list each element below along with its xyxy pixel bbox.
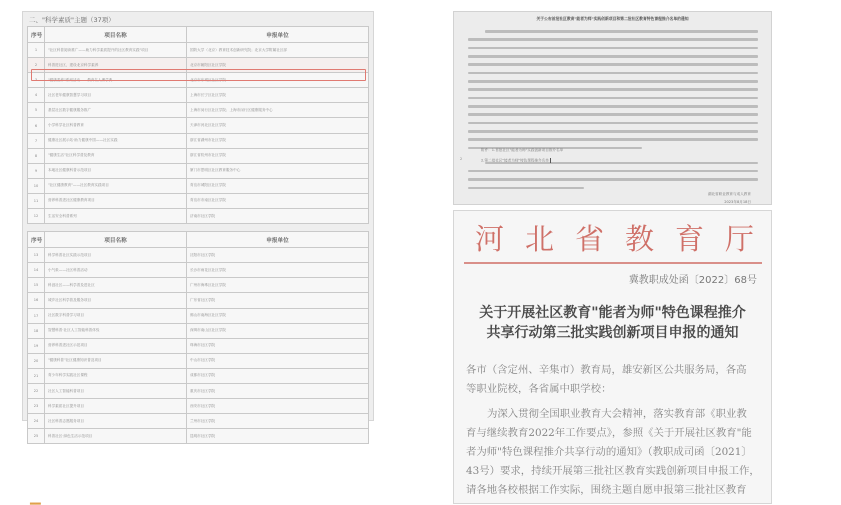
row-number: 22 [28,383,45,398]
row-number: 7 [28,133,45,148]
applicant-unit: 上海市长宁区社区学院 [187,88,369,103]
applicant-unit: 沈阳市社区学院 [187,248,369,263]
table-row [28,148,369,163]
table-row [28,414,369,429]
column-header-no: 序号 [28,27,45,43]
row-number: 6 [28,118,45,133]
table-header-row [28,232,369,248]
applicant-unit: 上海市闵行区社区学院；上海市闵行区健康服务中心 [187,103,369,118]
row-number: 21 [28,368,45,383]
project-name: 社区老年健康智慧学习项目 [45,88,187,103]
partial-heading-fragment: ▂▂ [30,497,41,505]
table-row [28,338,369,353]
table-row [28,399,369,414]
column-header-no: 序号 [28,232,45,248]
body-line: 等职业院校，各省属中职学校： [466,383,612,395]
illegible-text-line [468,122,758,128]
row-number: 4 [28,88,45,103]
table-row [28,308,369,323]
line-number: 2 [460,157,463,161]
applicant-unit: 浙江省湖州市社区学院 [187,133,369,148]
project-name: 本地社区健康科普示范项目 [45,163,187,178]
table-row [28,209,369,224]
project-name: 生活安全科普系列 [45,209,187,224]
official-document [453,210,776,504]
table-row [28,248,369,263]
applicant-unit: 青岛市城阳区社区学院 [187,178,369,193]
project-name: 科普社区·绿色生活示范项目 [45,429,187,444]
applicant-unit: 北京市朝阳区社区学院 [187,58,369,73]
project-table-continued [27,231,369,444]
applicant-unit: 昆明市社区学院 [187,429,369,444]
row-number: 15 [28,278,45,293]
table-row [28,429,369,444]
row-number: 19 [28,338,45,353]
applicant-unit: 西安市社区学院 [187,399,369,414]
applicant-unit: 广州市海珠区社区学院 [187,278,369,293]
body-line: 43号）要求，持续开展第三批社区教育实践创新项目申报工作， [466,465,760,477]
row-number: 10 [28,178,45,193]
applicant-unit: 青岛市市南区社区学院 [187,193,369,208]
row-number: 12 [28,209,45,224]
body-line: 请各地各校根据工作实际，围绕主题自愿申报第三批社区教育 [466,484,747,496]
table-row [28,293,369,308]
row-number: 2 [28,58,45,73]
illegible-text-line [468,130,758,136]
table-row [28,118,369,133]
applicant-unit: 厦门市思明区社区教育服务中心 [187,163,369,178]
project-name: 城乡社区科学普及服务项目 [45,293,187,308]
document-number: 冀教职成处函〔2022〕68号 [628,275,757,286]
applicant-unit: 天津市河北区社区学院 [187,118,369,133]
project-name: 科创社区——科学普及进社区 [45,278,187,293]
project-name: 科普进社区，建设北京科学素养 [45,58,187,73]
project-name: 营养科普进社区示范项目 [45,338,187,353]
table-row [28,368,369,383]
section-title: 二、"科学素质"主题（37项） [29,16,115,24]
attachment-2-text: 2.第二批社区"能者为师"特色课程推介名单 [481,158,549,163]
table-row [28,88,369,103]
project-name: 智慧科普·社区人工智能科普体验 [45,323,187,338]
applicant-unit: 北京市东城区社区学院 [187,73,369,88]
project-name: "健康素养"系列活动——教育名人博学典 [45,73,187,88]
signer: 湖北省职业教育与成人教育 [707,192,751,196]
project-name: 健康社区展示站·助力健康中国——社区实践 [45,133,187,148]
illegible-text-line [468,105,758,111]
column-header-unit: 申报单位 [187,232,369,248]
body-line: 为深入贯彻全国职业教育大会精神，落实教育部《职业教 [487,408,747,420]
illegible-text-line [468,55,758,61]
applicant-unit: 兰州市社区学院 [187,414,369,429]
project-name: 青少年科学实践社区课程 [45,368,187,383]
row-number: 25 [28,429,45,444]
notice-body [468,28,758,193]
attachment-2 [481,158,551,164]
table-header-row [28,27,369,43]
project-name: 基层社区数字健康服务推广 [45,103,187,118]
applicant-unit: 佛山市南海区社区学院 [187,308,369,323]
body-line: 者为师"特色课程推介共享行动的通知》（教职成司函〔2021〕 [466,446,752,458]
notice-title: 关于公布首批社区教育"能者为师"实践创新项目和第二批社区教育特色课程推介名单的通知 [536,16,689,21]
project-name: 社区数字科普学习项目 [45,308,187,323]
column-header-name: 项目名称 [45,232,187,248]
highlight-box [31,69,366,81]
applicant-unit: 浙江省杭州市社区学院 [187,148,369,163]
applicant-unit: 济南市社区学院 [187,209,369,224]
notice-document [453,11,772,205]
text-cursor [550,158,551,163]
column-header-name: 项目名称 [45,27,187,43]
table-row [28,278,369,293]
project-table-panel [22,11,374,439]
project-name: 科学素质社区提升项目 [45,399,187,414]
table-row [28,193,369,208]
illegible-text-line [468,38,758,44]
sign-date: 2023年8月18日 [724,200,751,204]
illegible-text-line [468,170,758,176]
applicant-unit: 深圳市南山区社区学院 [187,323,369,338]
illegible-text-line [468,97,758,103]
illegible-text-line [468,80,758,86]
table-row [28,163,369,178]
applicant-unit: 成都市社区学院 [187,368,369,383]
illegible-text-line [468,113,758,119]
table-row [28,263,369,278]
row-number: 9 [28,163,45,178]
table-row [28,178,369,193]
table-row [28,133,369,148]
table-row [28,103,369,118]
applicant-unit: 重庆市社区学院 [187,383,369,398]
document-header: 河北省教育厅 [475,222,776,256]
project-name: 小学科学社区科普教育 [45,118,187,133]
illegible-text-line [468,72,758,78]
project-name: 社区人工智能科普项目 [45,383,187,398]
project-name: "健康科普"社区健康知识普及项目 [45,353,187,368]
illegible-text-line [468,178,758,184]
project-name: "社区科普阅读推广——助力科学素质提升的社区教育实践"项目 [45,43,187,58]
row-number: 17 [28,308,45,323]
row-number: 14 [28,263,45,278]
row-number: 8 [28,148,45,163]
row-number: 1 [28,43,45,58]
table-row [28,383,369,398]
document-title-line-2: 共享行动第三批实践创新项目申报的通知 [486,325,739,341]
table-row [28,43,369,58]
project-name: 社区科普志愿服务项目 [45,414,187,429]
red-divider [464,262,762,264]
illegible-text-line [468,138,758,144]
row-number: 24 [28,414,45,429]
project-name: 营养科普进社区健康教育项目 [45,193,187,208]
document-title-line-1: 关于开展社区教育"能者为师"特色课程推介 [479,305,746,321]
document-title [454,303,771,343]
illegible-text-line [468,30,758,36]
illegible-text-line [468,47,758,53]
project-table [27,26,369,224]
row-number: 20 [28,353,45,368]
column-header-unit: 申报单位 [187,27,369,43]
row-number: 3 [28,73,45,88]
project-name: "社区健康教育"——社区教育实践项目 [45,178,187,193]
row-number: 11 [28,193,45,208]
row-number: 5 [28,103,45,118]
applicant-unit: 广东省社区学院 [187,293,369,308]
applicant-unit: 长沙市雨花区社区学院 [187,263,369,278]
illegible-text-line [468,63,758,69]
body-line: 各市（含定州、辛集市）教育局，雄安新区公共服务局，各高 [466,364,747,376]
row-number: 13 [28,248,45,263]
row-number: 23 [28,399,45,414]
table-row [28,323,369,338]
illegible-text-line [468,88,758,94]
attachment-1: 附件：1.首批社区"能者为师"实践创新项目推介名单 [481,148,564,152]
row-number: 18 [28,323,45,338]
project-name: 科学科普社区实践示范项目 [45,248,187,263]
project-name: "健康生活"社区科学普及教育 [45,148,187,163]
document-body [466,361,766,500]
row-number: 16 [28,293,45,308]
applicant-unit: 中山市社区学院 [187,353,369,368]
project-name: 小气象——社区科普活动 [45,263,187,278]
body-line: 育与继续教育2022年工作要点》，参照《关于开展社区教育"能 [466,427,752,439]
applicant-unit: 国防大学（北京）教育技术创新研究院；北京大学附属社区部 [187,43,369,58]
table-row [28,353,369,368]
applicant-unit: 珠海市社区学院 [187,338,369,353]
